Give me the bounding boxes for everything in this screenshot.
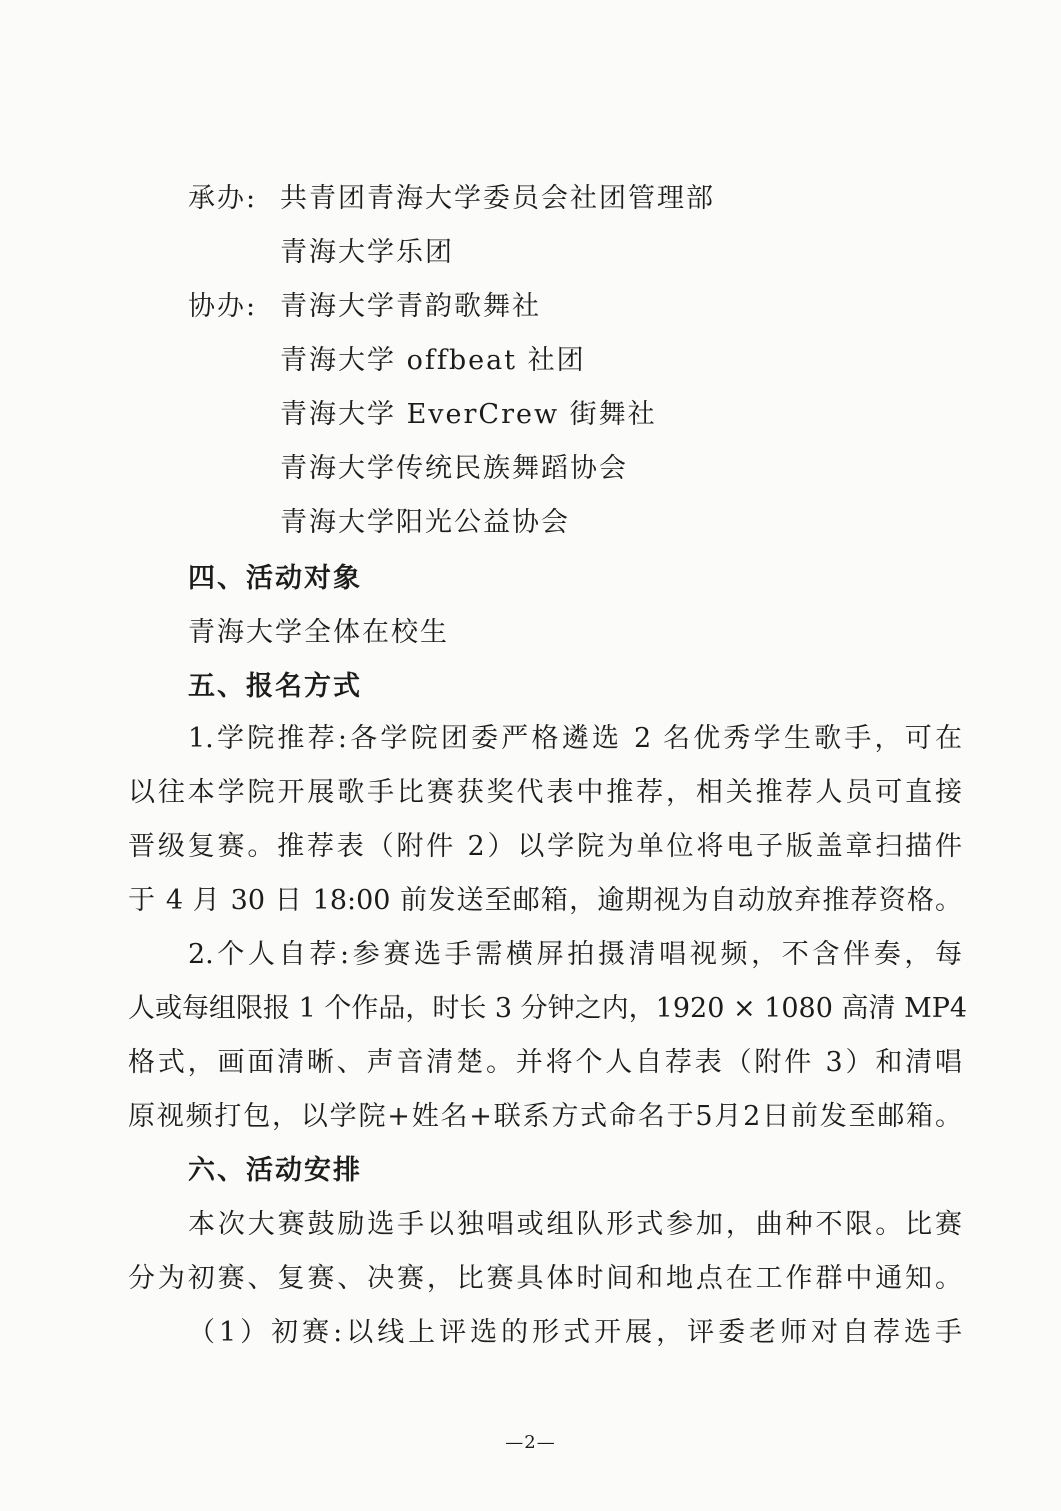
xieban-org-2: 青海大学 offbeat 社团	[280, 345, 586, 376]
xieban-org-5: 青海大学阳光公益协会	[280, 507, 570, 538]
section5-line-6: 人或每组限报 1 个作品，时长 3 分钟之内，1920 × 1080 高清 MP4	[128, 993, 968, 1024]
section6-line-2: 分为初赛、复赛、决赛，比赛具体时间和地点在工作群中通知。	[128, 1263, 962, 1294]
section6-heading: 六、活动安排	[188, 1155, 362, 1186]
section6-line-3: （1）初赛:以线上评选的形式开展，评委老师对自荐选手	[188, 1317, 962, 1348]
xieban-org-4: 青海大学传统民族舞蹈协会	[280, 453, 628, 484]
section4-heading: 四、活动对象	[188, 563, 362, 594]
section5-line-8: 原视频打包，以学院+姓名+联系方式命名于5月2日前发至邮箱。	[128, 1101, 962, 1132]
section6-line-1: 本次大赛鼓励选手以独唱或组队形式参加，曲种不限。比赛	[188, 1209, 962, 1240]
page-number: —2—	[505, 1432, 556, 1453]
section5-line-7: 格式，画面清晰、声音清楚。并将个人自荐表（附件 3）和清唱	[128, 1047, 962, 1078]
section4-body: 青海大学全体在校生	[188, 617, 449, 648]
section5-line-4: 于 4 月 30 日 18:00 前发送至邮箱，逾期视为自动放弃推荐资格。	[128, 885, 962, 916]
xieban-org-1: 青海大学青韵歌舞社	[280, 291, 541, 322]
chengban-label: 承办:	[188, 183, 258, 214]
chengban-org-1: 共青团青海大学委员会社团管理部	[280, 183, 715, 214]
section5-heading: 五、报名方式	[188, 671, 362, 702]
chengban-org-2: 青海大学乐团	[280, 237, 454, 268]
section5-line-3: 晋级复赛。推荐表（附件 2）以学院为单位将电子版盖章扫描件	[128, 831, 962, 862]
xieban-org-3: 青海大学 EverCrew 街舞社	[280, 399, 657, 430]
section5-line-1: 1.学院推荐:各学院团委严格遴选 2 名优秀学生歌手，可在	[188, 723, 962, 754]
section5-line-5: 2.个人自荐:参赛选手需横屏拍摄清唱视频，不含伴奏，每	[188, 939, 962, 970]
xieban-label: 协办:	[188, 291, 258, 322]
section5-line-2: 以往本学院开展歌手比赛获奖代表中推荐，相关推荐人员可直接	[128, 777, 962, 808]
